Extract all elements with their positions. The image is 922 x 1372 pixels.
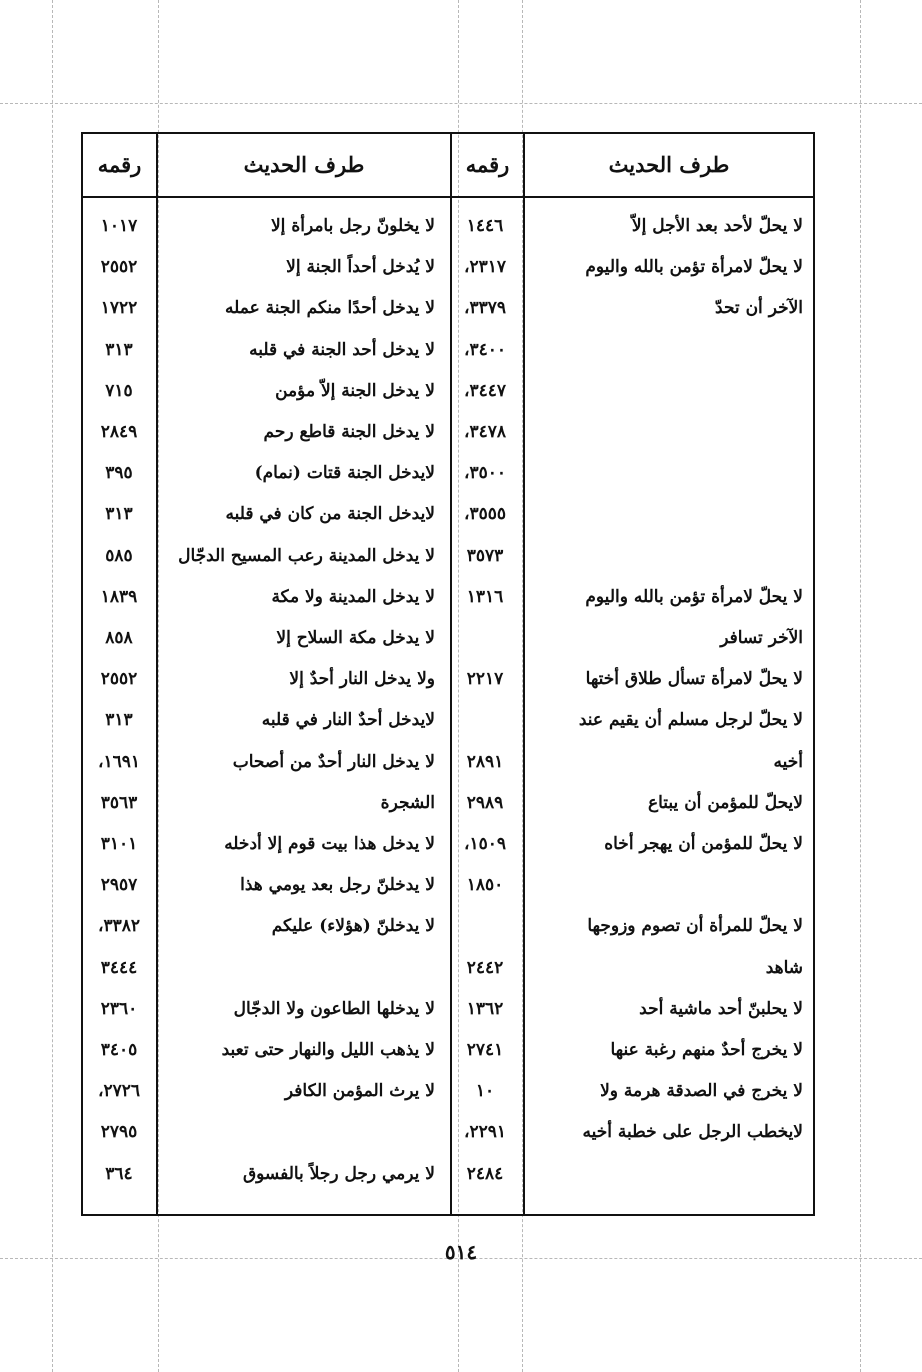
hadith-number-right: ٣٥٠٠، [463, 463, 507, 484]
hadith-number-right: ٣٥٧٣ [466, 545, 504, 566]
hadith-number-right: ٢٢١٧ [466, 669, 504, 690]
hadith-entry-left [165, 948, 435, 989]
hadith-number-left: ٣٩٥ [105, 463, 133, 484]
guide-line [0, 103, 922, 104]
hadith-number-left: ١٠١٧ [100, 216, 138, 236]
hadith-number-right: ١٨٥٠ [466, 875, 504, 896]
hadith-entry-right: لا يحلّ لأحد بعد الأجل إلاّ [631, 216, 803, 236]
hadith-entry-left: لا يدخل الجنة قاطع رحم [263, 422, 435, 442]
hadith-number-right: ٣٥٥٥، [463, 504, 507, 525]
hadith-entry-left: لا يخلونّ رجل بامرأة إلا [270, 216, 435, 236]
hadith-entry-right: لا يحلّ لرجل مسلم أن يقيم عند [578, 710, 803, 731]
hadith-entry-right: لايخطب الرجل على خطبة أخيه [582, 1122, 803, 1143]
hadith-entry-right [533, 453, 803, 494]
hadith-number-right: ٢٤٤٢ [466, 957, 504, 978]
hadith-entry-left: لا يُدخل أحداً الجنة إلا [286, 257, 435, 278]
hadith-number-right: ٣٤٧٨، [463, 422, 507, 442]
hadith-number-left: ٧١٥ [105, 380, 133, 401]
header-hadith-left: طرف الحديث [243, 152, 365, 177]
hadith-entry-left: لا يدخل أحدًا منكم الجنة عمله [225, 298, 435, 319]
guide-line [52, 0, 53, 1372]
hadith-number-left: ٣٣٨٢، [97, 916, 141, 937]
hadith-entry-right: لا يحلّ للمرأة أن تصوم وزوجها [587, 916, 803, 937]
header-hadith-right: طرف الحديث [608, 152, 730, 177]
hadith-number-right: ١٣٦٢ [466, 998, 504, 1019]
hadith-entry-right [533, 536, 803, 577]
hadith-number-left: ٣١٠١ [100, 834, 138, 854]
hadith-entry-right [533, 494, 803, 535]
hadith-number-right: ٣٤٠٠، [463, 339, 507, 360]
hadith-number-left: ٢٥٥٢ [100, 669, 138, 690]
hadith-number-left: ٣٤٤٤ [100, 957, 138, 978]
hadith-number-right: ٢٣١٧، [463, 257, 507, 278]
hadith-number-right: ١٠ [475, 1081, 495, 1102]
hadith-entry-right: لا يحلّ لامرأة تؤمن بالله واليوم [585, 257, 803, 278]
hadith-entry-right: لا يخرج أحدٌ منهم رغبة عنها [610, 1040, 803, 1060]
hadith-entry-left: لايدخل الجنة قتات (نمام) [254, 463, 435, 484]
header-divider [83, 196, 813, 198]
column-divider [450, 134, 452, 1214]
hadith-entry-right: أخيه [773, 751, 803, 772]
hadith-entry-right: لا يحلّ لامرأة تسأل طلاق أختها [585, 669, 803, 690]
hadith-entry-left: لايدخل أحدٌ النار في قلبه [261, 710, 435, 731]
hadith-number-right: ٢٤٨٤ [466, 1163, 504, 1184]
hadith-number-left: ٨٥٨ [105, 628, 133, 648]
hadith-number-left: ٣١٣ [105, 504, 133, 525]
hadith-number-left: ٢٨٤٩ [100, 422, 138, 442]
hadith-entry-left: لا يدخل هذا بيت قوم إلا أدخله [224, 834, 435, 854]
hadith-entry-left: لا يدخلها الطاعون ولا الدجّال [233, 998, 435, 1019]
page-number: ٥١٤ [444, 1240, 478, 1264]
hadith-entry-left: لايدخل الجنة من كان في قلبه [225, 504, 435, 525]
hadith-entry-right [533, 412, 803, 453]
header-number-left: رقمه [97, 152, 142, 177]
hadith-number-right: ٣٤٤٧، [463, 380, 507, 401]
hadith-number-left: ٣٦٤ [105, 1163, 133, 1184]
hadith-entry-left: لا يدخل مكة السلاح إلا [276, 628, 435, 648]
hadith-number-left: ٣١٣ [105, 339, 133, 360]
hadith-entry-left: لا يدخل الجنة إلاّ مؤمن [275, 380, 435, 401]
hadith-number-left: ٣٥٦٣ [100, 792, 138, 813]
hadith-number-left: ١٦٩١، [97, 751, 141, 772]
hadith-entry-left: لا يدخلنّ (هؤلاء) عليكم [271, 916, 435, 937]
hadith-number-right: ٢٩٨٩ [466, 792, 504, 813]
header-number-right: رقمه [465, 152, 510, 177]
hadith-number-left: ٢٣٦٠ [100, 998, 138, 1019]
hadith-entry-right: شاهد [765, 957, 803, 978]
hadith-entry-left: لا يذهب الليل والنهار حتى تعبد [221, 1040, 435, 1060]
hadith-number-right: ١٤٤٦ [466, 216, 504, 236]
hadith-number-right: ١٣١٦ [466, 586, 504, 607]
hadith-number-right [453, 906, 517, 947]
hadith-entry-left: لا يدخلنّ رجل بعد يومي هذا [240, 875, 435, 896]
hadith-entry-right: لا يحلّ لامرأة تؤمن بالله واليوم [585, 586, 803, 607]
hadith-number-right: ٣٣٧٩، [463, 298, 507, 319]
hadith-index-table [81, 132, 815, 1216]
hadith-number-left: ٣٤٠٥ [100, 1040, 138, 1060]
hadith-number-right: ١٥٠٩، [463, 834, 507, 854]
hadith-number-left: ٥٨٥ [105, 545, 133, 566]
hadith-entry-right: لا يحلبنّ أحد ماشية أحد [639, 998, 803, 1019]
hadith-entry-left: لا يدخل أحد الجنة في قلبه [249, 339, 435, 360]
hadith-number-right [453, 700, 517, 741]
hadith-entry-left [165, 1112, 435, 1153]
hadith-number-left: ١٨٣٩ [100, 586, 138, 607]
hadith-entry-left: الشجرة [380, 792, 435, 813]
column-divider [156, 134, 158, 1214]
hadith-number-left: ٢٧٩٥ [100, 1122, 138, 1143]
hadith-entry-right: الآخر تسافر [720, 628, 803, 648]
hadith-number-left: ١٧٢٢ [100, 298, 138, 319]
hadith-number-left: ٣١٣ [105, 710, 133, 731]
hadith-entry-right [533, 330, 803, 371]
hadith-entry-right [533, 371, 803, 412]
hadith-entry-right: لا يخرج في الصدقة هرمة ولا [600, 1081, 803, 1102]
hadith-entry-left: لا يرمي رجل رجلاً بالفسوق [242, 1163, 435, 1184]
hadith-number-right: ٢٧٤١ [466, 1040, 504, 1060]
hadith-entry-right [533, 1154, 803, 1195]
hadith-number-left: ٢٥٥٢ [100, 257, 138, 278]
hadith-entry-left: لا يدخل النار أحدٌ من أصحاب [232, 751, 435, 772]
hadith-entry-right: لايحلّ للمؤمن أن يبتاع [647, 792, 803, 813]
column-divider [523, 134, 525, 1214]
hadith-entry-left: لا يدخل المدينة رعب المسيح الدجّال [178, 545, 435, 566]
hadith-number-left: ٢٩٥٧ [100, 875, 138, 896]
hadith-number-left: ٢٧٢٦، [97, 1081, 141, 1102]
hadith-entry-left: ولا يدخل النار أحدٌ إلا [289, 669, 435, 690]
hadith-entry-right: الآخر أن تحدّ [715, 298, 803, 319]
hadith-entry-left: لا يرث المؤمن الكافر [284, 1081, 435, 1102]
hadith-number-right: ٢٨٩١ [466, 751, 504, 772]
hadith-entry-right: لا يحلّ للمؤمن أن يهجر أخاه [604, 834, 803, 854]
hadith-number-right: ٢٢٩١، [463, 1122, 507, 1143]
hadith-number-right [453, 618, 517, 659]
guide-line [860, 0, 861, 1372]
hadith-entry-right [533, 865, 803, 906]
hadith-entry-left: لا يدخل المدينة ولا مكة [271, 586, 435, 607]
